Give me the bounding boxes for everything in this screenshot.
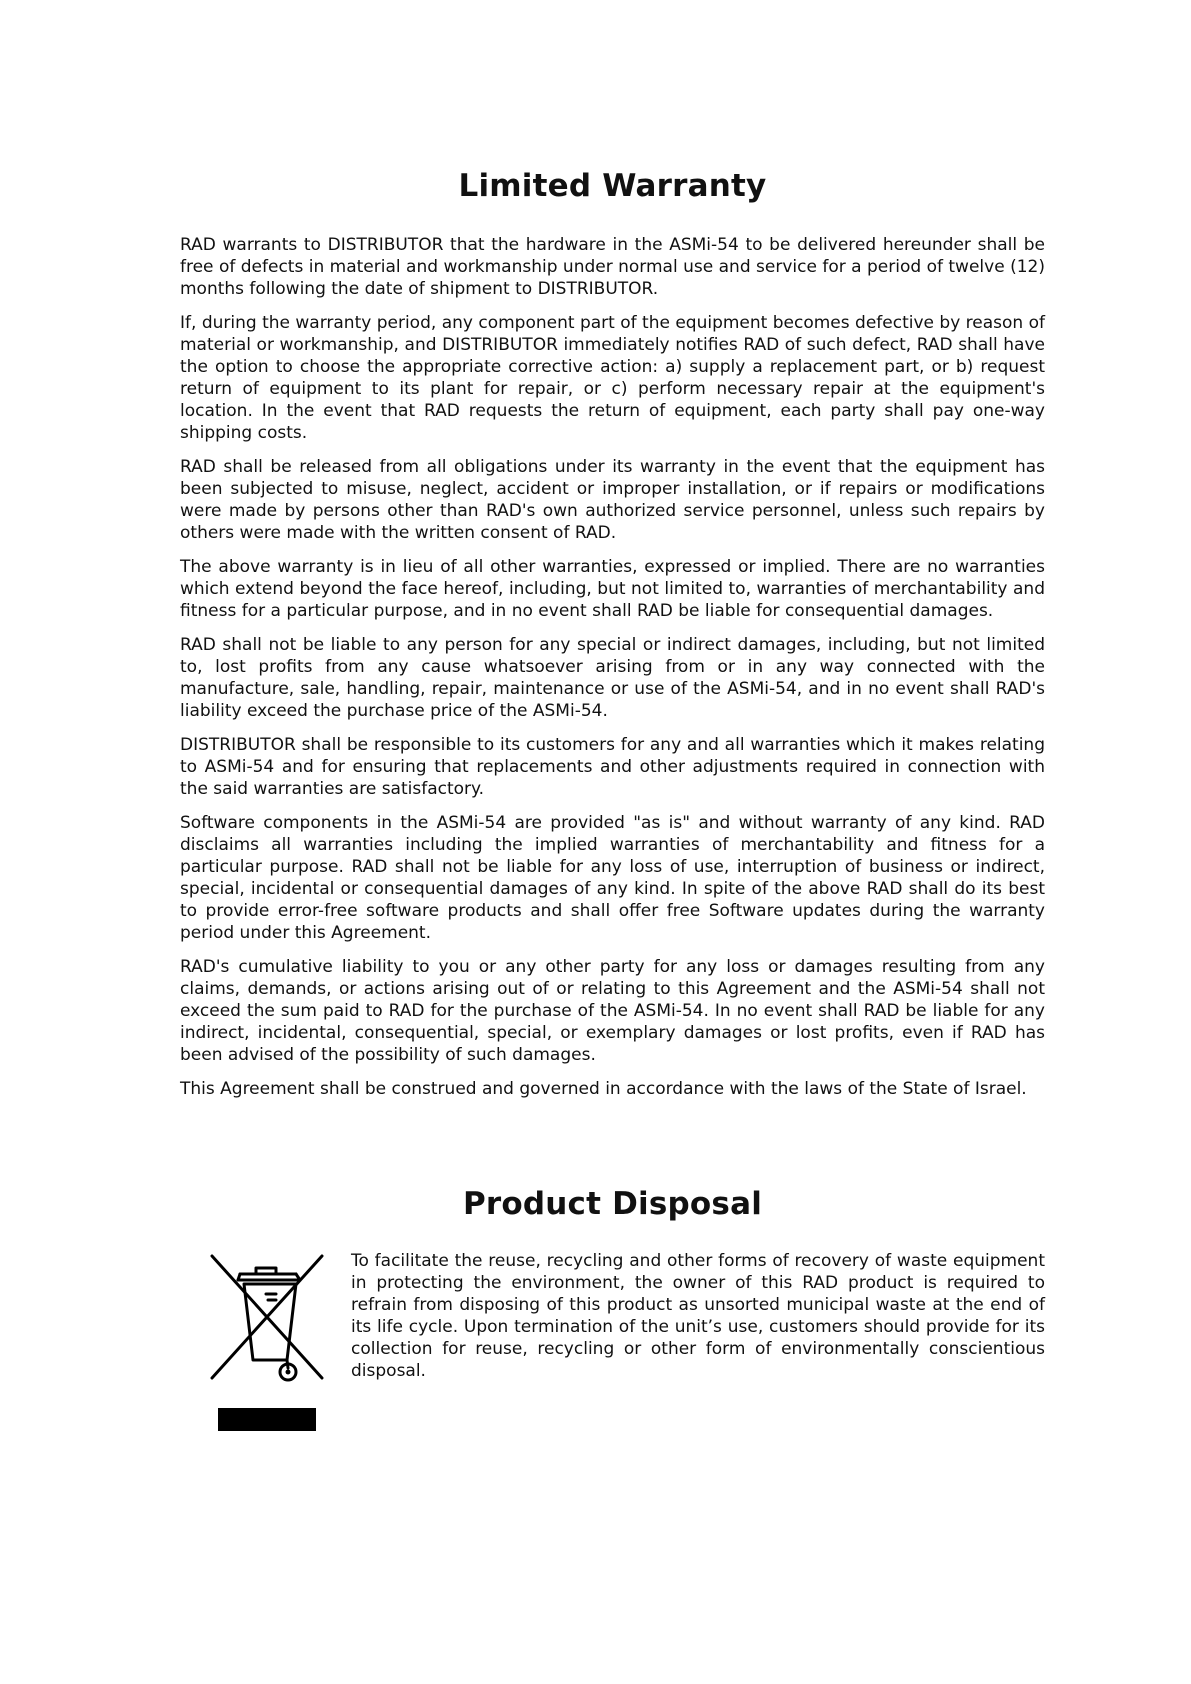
warranty-paragraph-cumulative: RAD's cumulative liability to you or any other party for any loss or damages resulting from any claims, demands, or actions arising out of or relating to this Agreement and the ASMi-54 shall not exceed the sum paid to RAD for the purchase of the ASMi-54. In no event shall RAD be liable for any indirect, incidental, consequential, special, or exemplary damages or lost profits, even if RAD has been advised of the possibility of such damages. (180, 957, 1045, 1065)
document-page (180, 0, 1045, 1684)
limited-warranty-title: Limited Warranty (458, 168, 767, 204)
warranty-paragraph-liability: RAD shall not be liable to any person for any special or indirect damages, including, but not limited to, lost profits from any cause whatsoever arising from or in any way connected with the manufacture, sale, handling, repair, maintenance or use of the ASMi-54, and in no event shall RAD's liability exceed the purchase price of the ASMi-54. (180, 635, 1045, 721)
crossed-out-wheelie-bin-icon (210, 1254, 328, 1432)
warranty-paragraph-distributor: DISTRIBUTOR shall be responsible to its customers for any and all warranties which it makes relating to ASMi-54 and for ensuring that replacements and other adjustments required in connection with the said warranties are satisfactory. (180, 735, 1045, 799)
warranty-paragraph-governing-law: This Agreement shall be construed and governed in accordance with the laws of the State of Israel. (180, 1079, 1027, 1099)
warranty-paragraph-release: RAD shall be released from all obligations under its warranty in the event that the equipment has been subjected to misuse, neglect, accident or improper installation, or if repairs or modifications were made by persons other than RAD's own authorized service personnel, unless such repairs by others were made with the written consent of RAD. (180, 457, 1045, 543)
limited-warranty-body (180, 234, 1045, 1112)
product-disposal-text: To facilitate the reuse, recycling and other forms of recovery of waste equipment in protecting the environment, the owner of this RAD product is required to refrain from disposing of this product as unsorted municipal waste at the end of its life cycle. Upon termination of the unit’s use, customers should provide for its collection for reuse, recycling or other form of environmentally conscientious disposal. (351, 1251, 1045, 1381)
warranty-paragraph-hardware: RAD warrants to DISTRIBUTOR that the hardware in the ASMi-54 to be delivered hereunder shall be free of defects in material and workmanship under normal use and service for a period of twelve (12) months following the date of shipment to DISTRIBUTOR. (180, 235, 1045, 299)
warranty-paragraph-lieu: The above warranty is in lieu of all other warranties, expressed or implied. There are no warranties which extend beyond the face hereof, including, but not limited to, warranties of merchantability and fitness for a particular purpose, and in no event shall RAD be liable for consequential damages. (180, 557, 1045, 621)
warranty-paragraph-defects: If, during the warranty period, any component part of the equipment becomes defective by reason of material or workmanship, and DISTRIBUTOR immediately notifies RAD of such defect, RAD shall have the option to choose the appropriate corrective action: a) supply a replacement part, or b) request return of equipment to its plant for repair, or c) perform necessary repair at the equipment's location. In the event that RAD requests the return of equipment, each party shall pay one-way shipping costs. (180, 313, 1045, 443)
warranty-paragraph-software: Software components in the ASMi-54 are provided "as is" and without warranty of any kind. RAD disclaims all warranties including the implied warranties of merchantability and fitness for a particular purpose. RAD shall not be liable for any loss of use, interruption of business or indirect, special, incidental or consequential damages of any kind. In spite of the above RAD shall do its best to provide error-free software products and shall offer free Software updates during the warranty period under this Agreement. (180, 813, 1045, 943)
product-disposal-title: Product Disposal (462, 1186, 763, 1222)
